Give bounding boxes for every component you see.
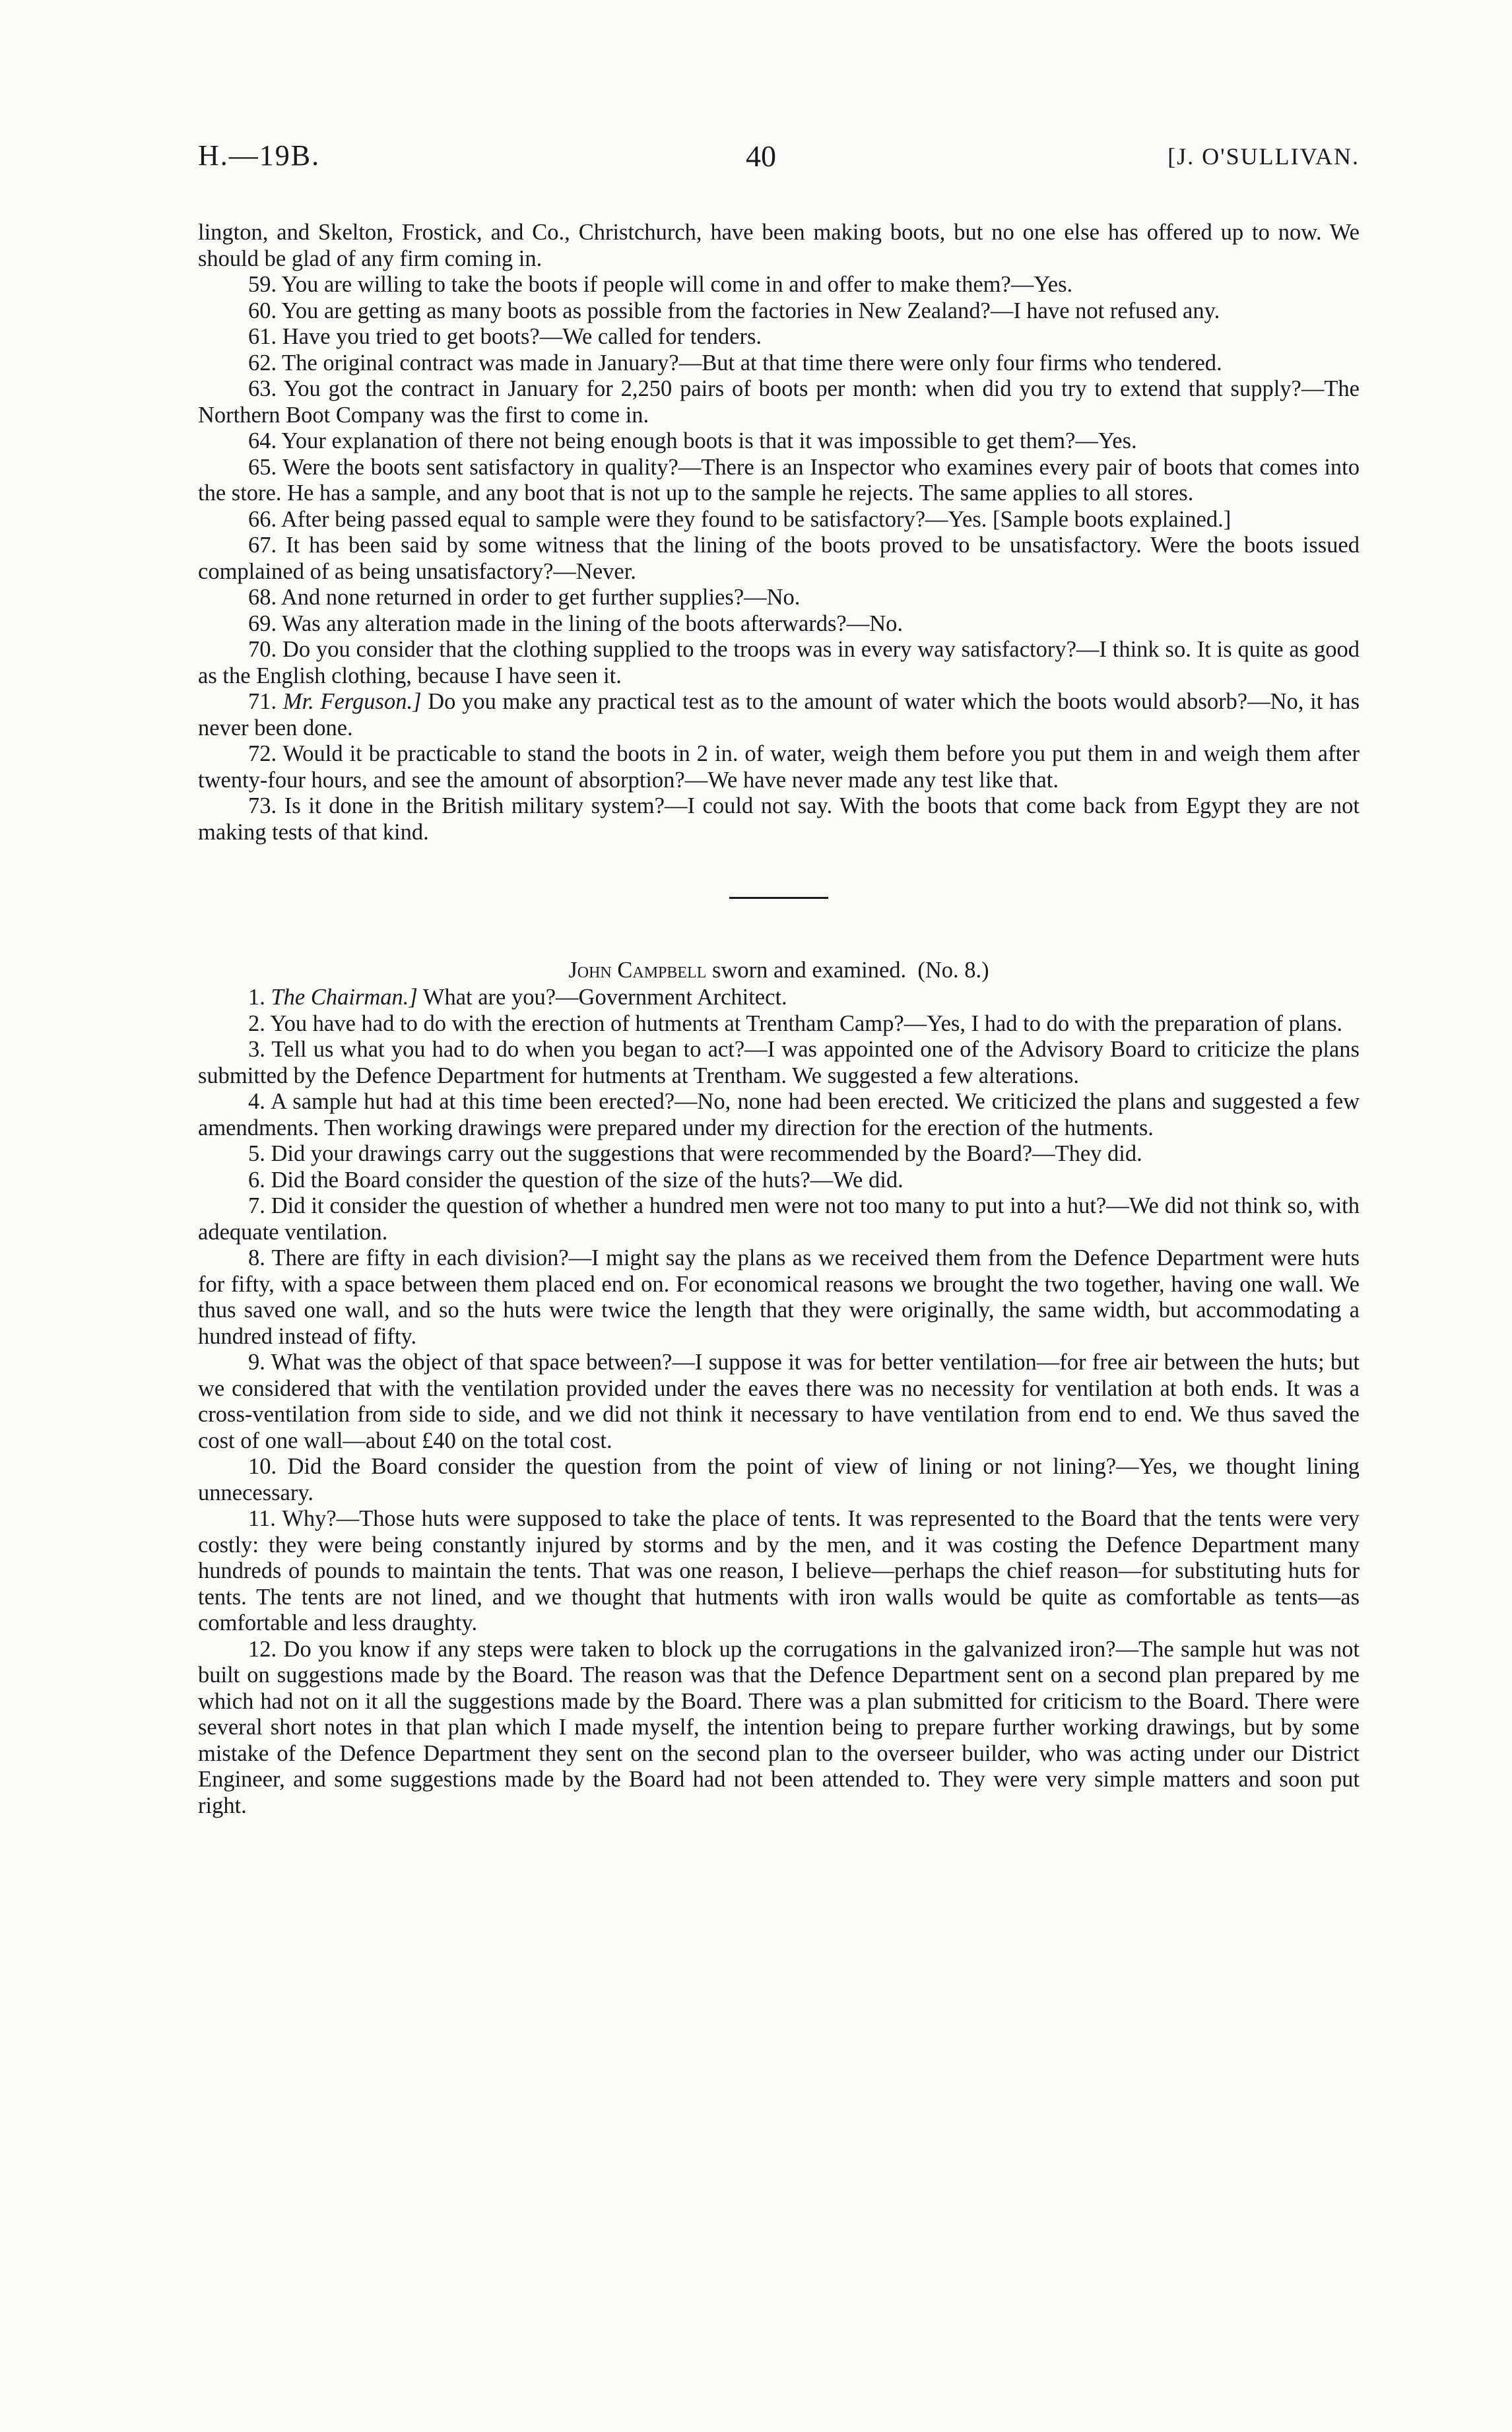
question-69: 69. Was any alteration made in the lining of the boots afterwards?—No. xyxy=(248,610,904,636)
question-4: 4. A sample hut had at this time been erected?—No, none had been erected. We criticized the plans and suggested a few amendments. Then working drawings were prepared under my direction for the erection of the hutments. xyxy=(198,1089,1360,1140)
question-2: 2. You have had to do with the erection of hutments at Trentham Camp?—Yes, I had to do with the preparation of plans. xyxy=(248,1010,1343,1036)
paragraph-continued: lington, and Skelton, Frostick, and Co., Christchurch, have been making boots, but no one else has offered up to now. We should be glad of any firm coming in. xyxy=(198,220,1360,271)
question-1 xyxy=(198,985,1360,1011)
question-text: Do you make any practical test as to the amount of water which the boots would absorb?—No, it has never been done. xyxy=(198,689,1360,740)
question-number: 1. xyxy=(248,985,265,1010)
question-61: 61. Have you tried to get boots?—We called for tenders. xyxy=(248,324,762,349)
question-73: 73. Is it done in the British military system?—I could not say. With the boots that come back from Egypt they are not making tests of that kind. xyxy=(198,793,1360,845)
witness-name: John Campbell xyxy=(568,958,707,983)
question-6: 6. Did the Board consider the question of the size of the huts?—We did. xyxy=(248,1167,904,1193)
question-71 xyxy=(198,689,1360,741)
question-70: 70. Do you consider that the clothing supplied to the troops was in every way satisfactory?—I think so. It is quite as good as the English clothing, because I have seen it. xyxy=(198,637,1360,688)
question-63: 63. You got the contract in January for 2,250 pairs of boots per month: when did you try to extend that supply?—The Northern Boot Company was the first to come in. xyxy=(198,376,1360,428)
question-68: 68. And none returned in order to get further supplies?—No. xyxy=(248,585,801,610)
question-12: 12. Do you know if any steps were taken to block up the corrugations in the galvanized iron?—The sample hut was not built on suggestions made by the Board. The reason was that the Defence Department sent on a second plan prepared by me which had not on it all the suggestions made by the Board. There was a plan submitted for criticism to the Board. There were several short notes in that plan which I made myself, the intention being to prepare further working drawings, but by some mistake of the Defence Department they sent on the second plan to the overseer builder, who was acting under our District Engineer, and some suggestions made by the Board had not been attended to. They were very simple matters and soon put right. xyxy=(198,1636,1360,1818)
question-3: 3. Tell us what you had to do when you began to act?—I was appointed one of the Advisory Board to criticize the plans submitted by the Defence Department for hutments at Trentham. We suggested a few alterations. xyxy=(198,1037,1360,1088)
question-text: What are you?—Government Architect. xyxy=(422,985,787,1010)
question-5: 5. Did your drawings carry out the suggestions that were recommended by the Board?—They did. xyxy=(248,1141,1142,1166)
witness-number: (No. 8.) xyxy=(917,958,989,983)
speaker-label: The Chairman.] xyxy=(271,985,418,1010)
witness-status: sworn and examined. xyxy=(712,958,907,983)
question-60: 60. You are getting as many boots as possible from the factories in New Zealand?—I have not refused any. xyxy=(248,298,1220,323)
question-72: 72. Would it be practicable to stand the boots in 2 in. of water, weigh them before you put them in and weigh them after twenty-four hours, and see the amount of absorption?—We have never made any test like that. xyxy=(198,741,1360,793)
question-65: 65. Were the boots sent satisfactory in quality?—There is an Inspector who examines every pair of boots that comes into the store. He has a sample, and any boot that is not up to the sample he rejects. The same applies to all stores. xyxy=(198,454,1360,506)
page-header xyxy=(198,139,1360,185)
document-body xyxy=(198,220,1360,1819)
section-divider xyxy=(729,897,828,899)
question-7: 7. Did it consider the question of whether a hundred men were not too many to put into a hut?—We did not think so, with adequate ventilation. xyxy=(198,1193,1360,1245)
page-number: 40 xyxy=(746,139,776,173)
speaker-label: Mr. Ferguson.] xyxy=(282,689,422,714)
document-reference: H.—19B. xyxy=(198,139,321,172)
question-number: 71. xyxy=(248,689,277,714)
witness-heading xyxy=(198,957,1360,983)
question-62: 62. The original contract was made in January?—But at that time there were only four firms who tendered. xyxy=(248,350,1222,376)
question-10: 10. Did the Board consider the question from the point of view of lining or not lining?—Yes, we thought lining unnecessary. xyxy=(198,1454,1360,1505)
question-9: 9. What was the object of that space between?—I suppose it was for better ventilation—for free air between the huts; but we considered that with the ventilation provided under the eaves there was no necessity for ventilation at both ends. It was a cross-ventilation from side to side, and we did not think it necessary to have ventilation from end to end. We thus saved the cost of one wall—about £40 on the total cost. xyxy=(198,1350,1360,1453)
question-67: 67. It has been said by some witness that the lining of the boots proved to be unsatisfactory. Were the boots issued complained of as being unsatisfactory?—Never. xyxy=(198,533,1360,584)
question-59: 59. You are willing to take the boots if people will come in and offer to make them?—Yes. xyxy=(248,272,1073,297)
question-11: 11. Why?—Those huts were supposed to take the place of tents. It was represented to the Board that the tents were very costly: they were being constantly injured by storms and by the men, and it was costing the Defence Department many hundreds of pounds to maintain the tents. That was one reason, I believe—perhaps the chief reason—for substituting huts for tents. The tents are not lined, and we thought that hutments with iron walls would be quite as comfortable as tents—as comfortable and less draughty. xyxy=(198,1506,1360,1635)
question-64: 64. Your explanation of there not being enough boots is that it was impossible to get them?—Yes. xyxy=(248,428,1137,453)
question-8: 8. There are fifty in each division?—I might say the plans as we received them from the Defence Department were huts for fifty, with a space between them placed end on. For economical reasons we brought the two together, having one wall. We thus saved one wall, and so the huts were twice the length that they were originally, the same width, but accommodating a hundred instead of fifty. xyxy=(198,1245,1360,1349)
question-66: 66. After being passed equal to sample were they found to be satisfactory?—Yes. [Sample boots explained.] xyxy=(248,506,1232,532)
running-head-witness: [J. O'SULLIVAN. xyxy=(1167,143,1360,170)
